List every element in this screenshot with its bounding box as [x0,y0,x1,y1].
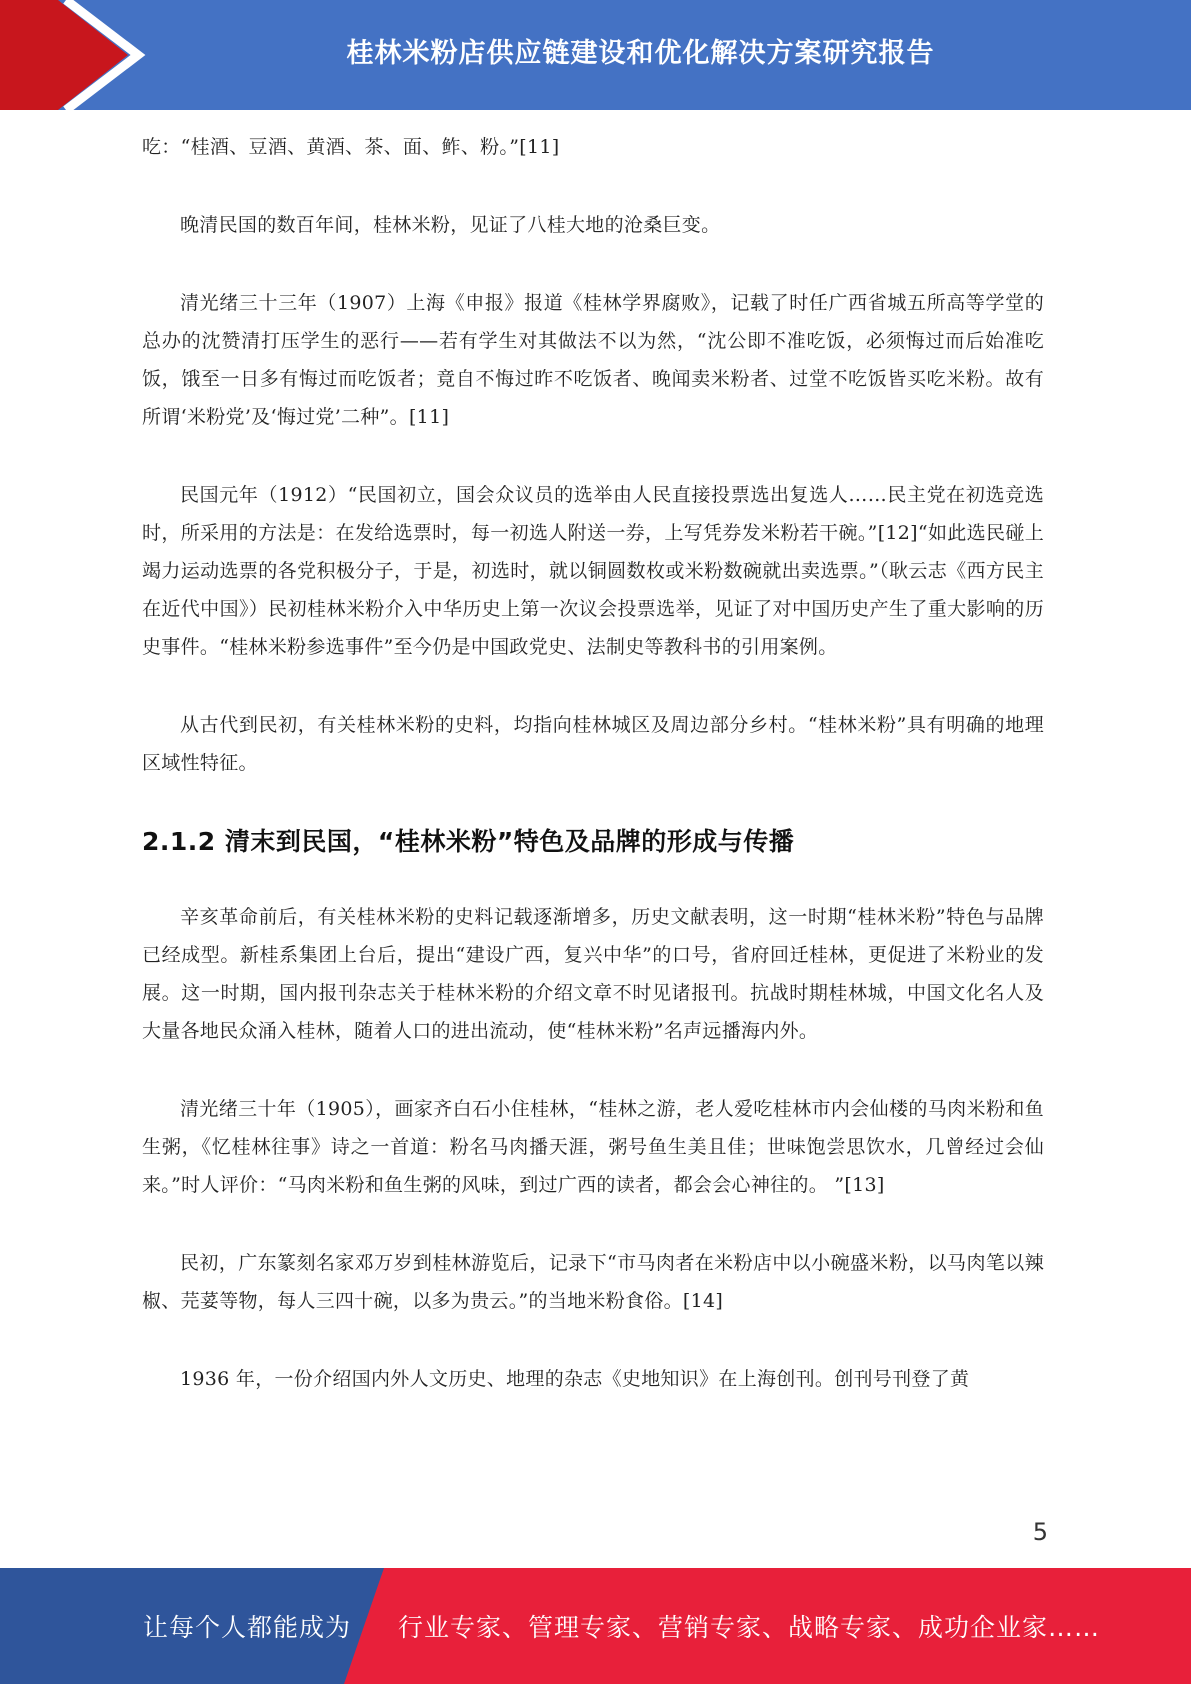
paragraph: 民国元年（1912）“民国初立，国会众议员的选举由人民直接投票选出复选人……民主党在初选竞选时，所采用的方法是：在发给选票时，每一初选人附送一券，上写凭券发米粉若干碗。”[12]“如此选民碰上竭力运动选票的各党积极分子，于是，初选时，就以铜圆数枚或米粉数碗就出卖选票。”（耿云志《西方民主在近代中国》）民初桂林米粉介入中华历史上第一次议会投票选举，见证了对中国历史产生了重大影响的历史事件。“桂林米粉参选事件”至今仍是中国政党史、法制史等教科书的引用案例。 [142,484,1044,658]
paragraph: 清光绪三十年（1905），画家齐白石小住桂林，“桂林之游，老人爱吃桂林市内会仙楼的马肉米粉和鱼生粥，《忆桂林往事》诗之一首道：粉名马肉播天涯，粥号鱼生美且佳；世味饱尝思饮水，几曾经过会仙来。”时人评价：“马肉米粉和鱼生粥的风味，到过广西的读者，都会会心神往的。 ”[13] [142,1098,1044,1196]
page-number: 5 [1032,1518,1048,1546]
section-heading: 2.1.2 清末到民国，“桂林米粉”特色及品牌的形成与传播 [142,827,795,856]
paragraph: 清光绪三十三年（1907）上海《申报》报道《桂林学界腐败》，记载了时任广西省城五所高等学堂的总办的沈赞清打压学生的恶行——若有学生对其做法不以为然，“沈公即不准吃饭，必须悔过而后始准吃饭，饿至一日多有悔过而吃饭者；竟自不悔过昨不吃饭者、晚闻卖米粉者、过堂不吃饭皆买吃米粉。故有所谓‘米粉党’及‘悔过党’二种”。[11] [142,292,1044,428]
footer-slogan-left: 让每个人都能成为 [143,1613,352,1642]
paragraph: 从古代到民初，有关桂林米粉的史料，均指向桂林城区及周边部分乡村。“桂林米粉”具有明确的地理区域性特征。 [142,714,1044,774]
paragraph: 吃：“桂酒、豆酒、黄酒、茶、面、鲊、粉。”[11] [142,136,560,158]
paragraph: 民初，广东篆刻名家邓万岁到桂林游览后，记录下“市马肉者在米粉店中以小碗盛米粉，以马肉笔以辣椒、芫荽等物，每人三四十碗，以多为贵云。”的当地米粉食俗。[14] [142,1252,1044,1312]
page-footer-band [0,1568,1191,1684]
footer-slogan-right: 行业专家、管理专家、营销专家、战略专家、成功企业家…… [398,1613,1101,1642]
paragraph: 晚清民国的数百年间，桂林米粉，见证了八桂大地的沧桑巨变。 [180,214,721,236]
paragraph: 辛亥革命前后，有关桂林米粉的史料记载逐渐增多，历史文献表明，这一时期“桂林米粉”特色与品牌已经成型。新桂系集团上台后，提出“建设广西，复兴中华”的口号，省府回迁桂林，更促进了米粉业的发展。这一时期，国内报刊杂志关于桂林米粉的介绍文章不时见诸报刊。抗战时期桂林城，中国文化名人及大量各地民众涌入桂林，随着人口的进出流动，使“桂林米粉”名声远播海内外。 [142,906,1044,1042]
document-body [142,128,1044,1438]
page-header-band [0,0,1191,110]
document-title: 桂林米粉店供应链建设和优化解决方案研究报告 [346,37,935,69]
paragraph: 1936 年，一份介绍国内外人文历史、地理的杂志《史地知识》在上海创刊。创刊号刊登了黄 [180,1368,970,1390]
